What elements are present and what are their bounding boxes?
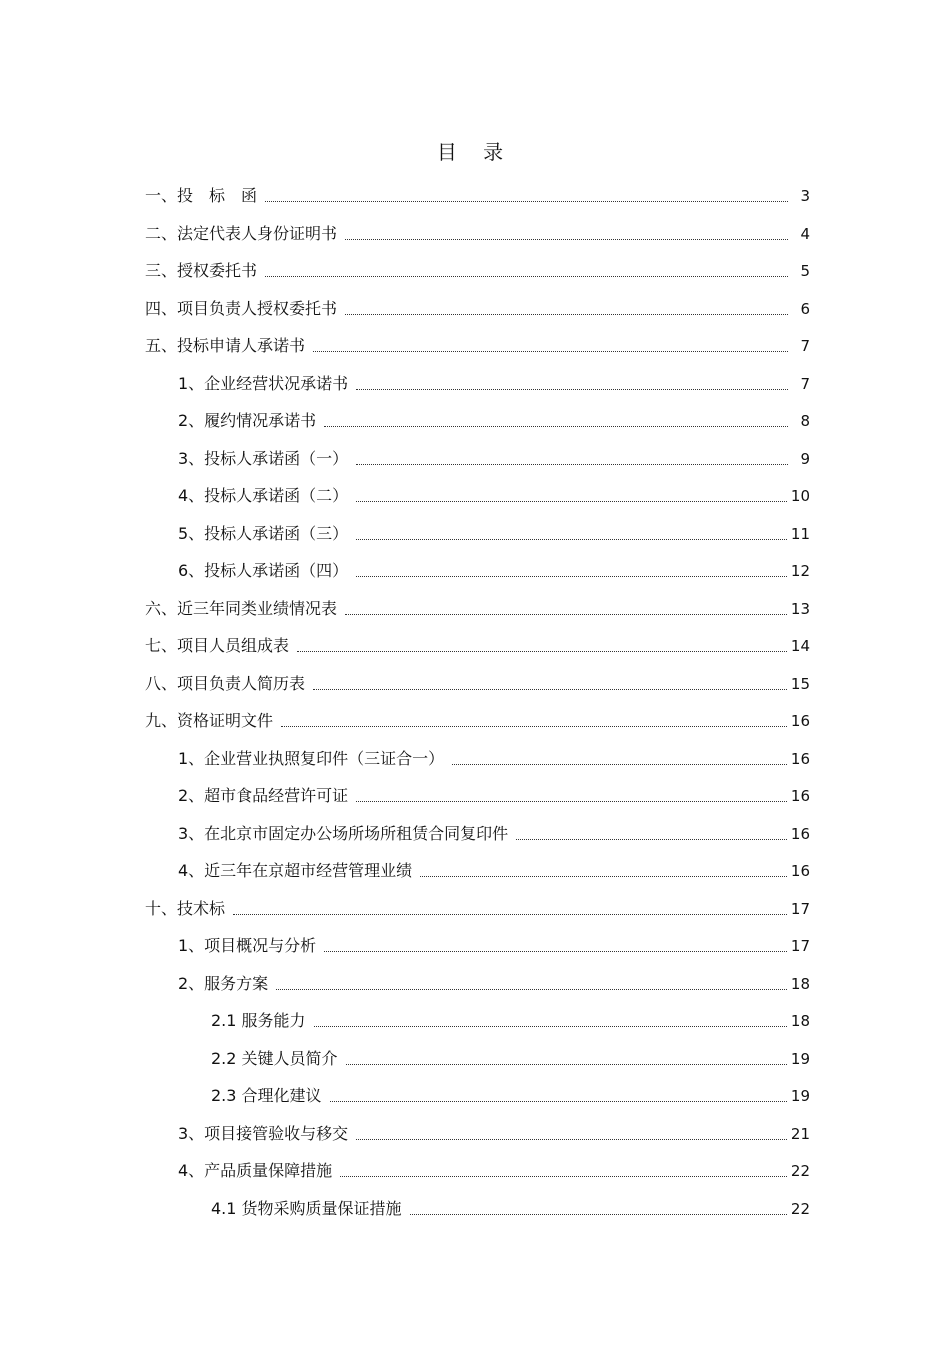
- toc-entry[interactable]: [178, 1122, 810, 1144]
- toc-entry-label: 3、投标人承诺函（一）: [178, 448, 349, 468]
- toc-entry[interactable]: [178, 934, 810, 956]
- toc-entry-page-number: 16: [790, 824, 810, 843]
- toc-entry-label: 5、投标人承诺函（三）: [178, 523, 349, 543]
- dot-leader: [324, 426, 788, 427]
- toc-entry-label: 四、项目负责人授权委托书: [145, 298, 338, 318]
- dot-leader: [410, 1214, 787, 1215]
- dot-leader: [340, 1176, 787, 1177]
- dot-leader: [356, 501, 787, 502]
- toc-entry-page-number: 17: [790, 899, 810, 918]
- dot-leader: [420, 876, 787, 877]
- toc-entry[interactable]: [178, 447, 810, 469]
- toc-entry-label: 2.1 服务能力: [211, 1011, 306, 1030]
- toc-entry-label: 2、服务方案: [178, 973, 269, 993]
- toc-entry-label: 八、项目负责人简历表: [145, 673, 306, 693]
- toc-entry-label: 三、授权委托书: [145, 261, 258, 280]
- toc-entry-label: 6、投标人承诺函（四）: [178, 561, 349, 580]
- toc-entry-page-number: 8: [800, 412, 810, 430]
- dot-leader: [345, 239, 788, 240]
- toc-entry-label: 1、企业营业执照复印件（三证合一）: [178, 748, 445, 768]
- toc-entry-page-number: 5: [800, 262, 810, 280]
- toc-entry-label: 六、近三年同类业绩情况表: [145, 598, 338, 618]
- dot-leader: [356, 1139, 787, 1140]
- toc-entry[interactable]: [211, 1047, 810, 1069]
- toc-entry[interactable]: [145, 897, 810, 919]
- toc-entry-label: 4、投标人承诺函（二）: [178, 486, 349, 505]
- dot-leader: [356, 801, 787, 802]
- dot-leader: [356, 389, 788, 390]
- toc-entry[interactable]: [178, 822, 810, 844]
- toc-entry-page-number: 19: [790, 1087, 810, 1105]
- dot-leader: [516, 839, 787, 840]
- toc-entry[interactable]: [145, 297, 810, 319]
- toc-entry-page-number: 9: [800, 449, 810, 468]
- toc-entry-page-number: 11: [790, 524, 810, 543]
- toc-entry-page-number: 7: [800, 337, 810, 355]
- toc-entry[interactable]: [211, 1009, 810, 1031]
- toc-entry-label: 五、投标申请人承诺书: [145, 336, 306, 355]
- toc-entry-label: 十、技术标: [145, 898, 226, 918]
- toc-entry[interactable]: [178, 559, 810, 581]
- toc-entry-page-number: 16: [790, 787, 810, 805]
- toc-entry[interactable]: [178, 1159, 810, 1181]
- toc-entry[interactable]: [178, 784, 810, 806]
- toc-entry-label: 2、履约情况承诺书: [178, 411, 317, 430]
- toc-entry[interactable]: [211, 1197, 810, 1219]
- toc-entry-page-number: 12: [790, 562, 810, 580]
- toc-entry-page-number: 6: [800, 299, 810, 318]
- toc-entry-label: 4.1 货物采购质量保证措施: [211, 1198, 402, 1218]
- toc-entry[interactable]: [145, 222, 810, 244]
- toc-entry[interactable]: [145, 259, 810, 281]
- toc-entry-label: 3、在北京市固定办公场所场所租赁合同复印件: [178, 823, 509, 843]
- dot-leader: [313, 689, 787, 690]
- toc-entry[interactable]: [145, 634, 810, 656]
- toc-entry-page-number: 4: [800, 224, 810, 243]
- dot-leader: [356, 576, 787, 577]
- dot-leader: [345, 314, 788, 315]
- toc-entry[interactable]: [145, 709, 810, 731]
- toc-entry-page-number: 18: [790, 1012, 810, 1030]
- dot-leader: [313, 351, 788, 352]
- dot-leader: [297, 651, 787, 652]
- toc-entry-page-number: 16: [790, 862, 810, 880]
- toc-entry-page-number: 7: [800, 374, 810, 393]
- dot-leader: [452, 764, 787, 765]
- toc-entry-label: 一、投 标 函: [145, 186, 258, 205]
- toc-entry-label: 2.2 关键人员简介: [211, 1048, 338, 1068]
- toc-entry-page-number: 18: [790, 974, 810, 993]
- dot-leader: [345, 614, 787, 615]
- toc-entry[interactable]: [178, 372, 810, 394]
- dot-leader: [314, 1026, 787, 1027]
- toc-entry[interactable]: [145, 597, 810, 619]
- toc-entry-label: 二、法定代表人身份证明书: [145, 223, 338, 243]
- dot-leader: [356, 539, 787, 540]
- dot-leader: [265, 201, 788, 202]
- toc-entry-page-number: 17: [790, 937, 810, 955]
- toc-entry[interactable]: [178, 859, 810, 881]
- toc-entry[interactable]: [178, 972, 810, 994]
- toc-entry-label: 七、项目人员组成表: [145, 636, 290, 655]
- toc-entry-page-number: 22: [790, 1199, 810, 1218]
- toc-entry-page-number: 3: [800, 187, 810, 205]
- toc-entry[interactable]: [178, 409, 810, 431]
- toc-entry-page-number: 15: [790, 674, 810, 693]
- toc-entry[interactable]: [178, 522, 810, 544]
- toc-entry-page-number: 22: [790, 1162, 810, 1180]
- dot-leader: [324, 951, 787, 952]
- toc-entry[interactable]: [178, 484, 810, 506]
- dot-leader: [356, 464, 788, 465]
- toc-entry-page-number: 19: [790, 1049, 810, 1068]
- toc-entry-page-number: 14: [790, 637, 810, 655]
- toc-entry[interactable]: [211, 1084, 810, 1106]
- toc-title: 目 录: [436, 140, 514, 164]
- dot-leader: [346, 1064, 787, 1065]
- toc-entry-label: 3、项目接管验收与移交: [178, 1123, 349, 1143]
- toc-entry-label: 4、产品质量保障措施: [178, 1161, 333, 1180]
- toc-entry-page-number: 21: [790, 1124, 810, 1143]
- dot-leader: [276, 989, 787, 990]
- toc-entry-page-number: 13: [790, 599, 810, 618]
- dot-leader: [281, 726, 787, 727]
- toc-entry[interactable]: [145, 184, 810, 206]
- toc-entry[interactable]: [145, 334, 810, 356]
- toc-entry-label: 4、近三年在京超市经营管理业绩: [178, 861, 413, 880]
- dot-leader: [330, 1101, 787, 1102]
- dot-leader: [233, 914, 787, 915]
- toc-entry[interactable]: [145, 672, 810, 694]
- toc-entry-page-number: 16: [790, 712, 810, 730]
- toc-entry[interactable]: [178, 747, 810, 769]
- toc-entry-label: 1、企业经营状况承诺书: [178, 373, 349, 393]
- toc-entry-page-number: 10: [790, 487, 810, 505]
- toc-entry-label: 2、超市食品经营许可证: [178, 786, 349, 805]
- dot-leader: [265, 276, 788, 277]
- toc-entry-label: 九、资格证明文件: [145, 711, 274, 730]
- toc-entry-label: 1、项目概况与分析: [178, 936, 317, 955]
- toc-entry-label: 2.3 合理化建议: [211, 1086, 322, 1105]
- toc-entry-page-number: 16: [790, 749, 810, 768]
